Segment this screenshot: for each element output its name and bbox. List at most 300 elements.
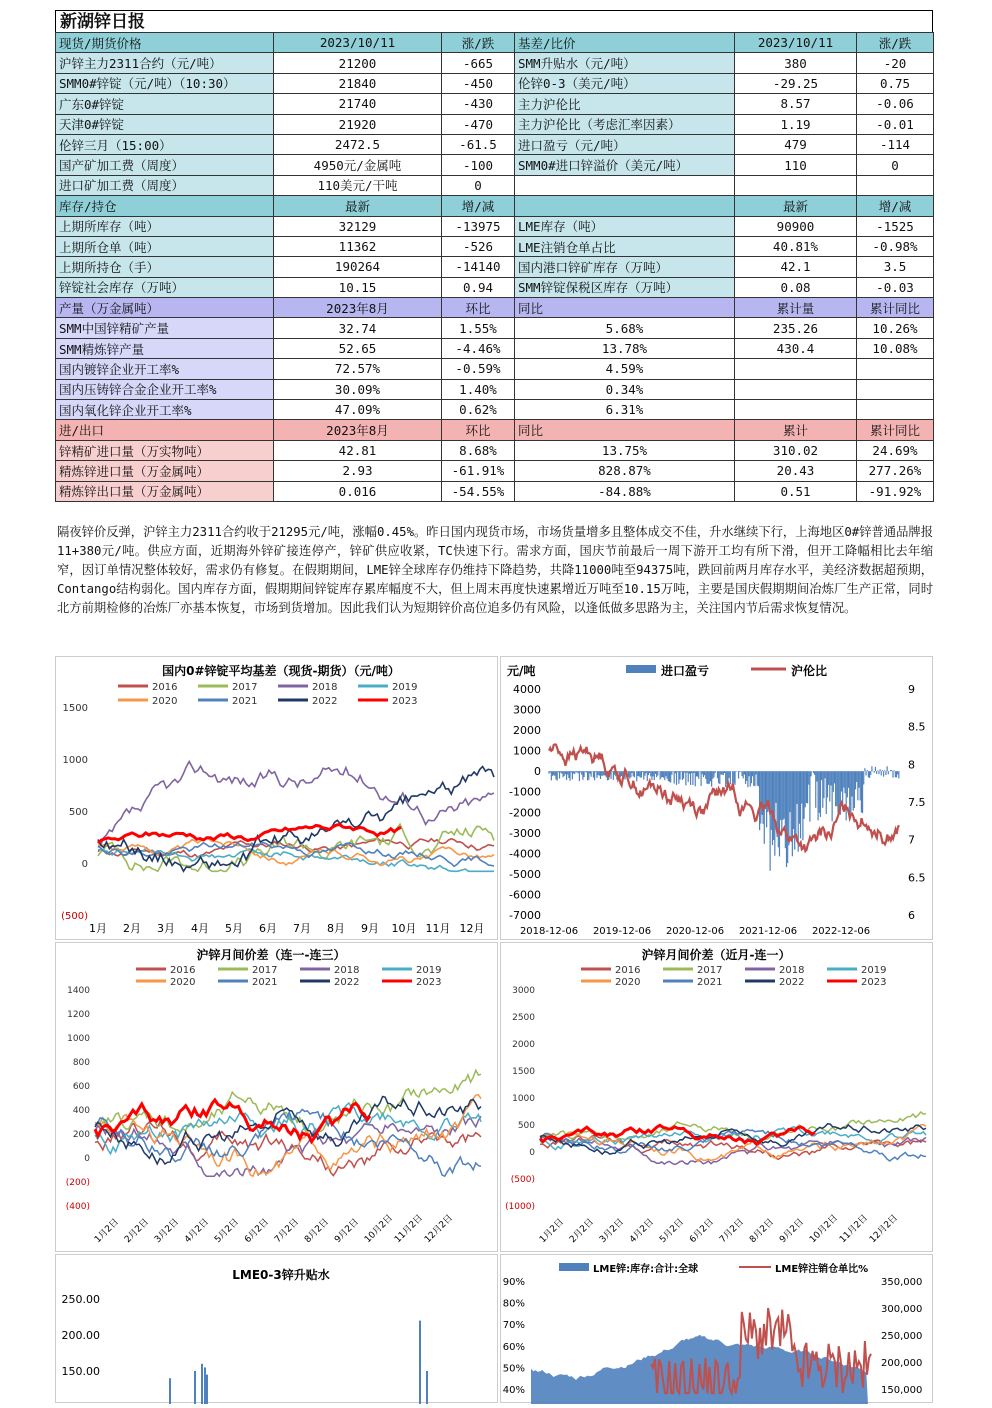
legend-label: 2019 [392,682,418,693]
y-tick-label: (400) [65,1202,90,1212]
table-cell: -0.01 [857,114,934,134]
x-tick-label: 4月2日 [628,1217,656,1246]
table-cell: 0.016 [274,481,442,501]
legend-label: 2020 [615,977,641,988]
y-tick-label: 600 [72,1082,90,1092]
legend-label: 2023 [416,977,442,988]
y-tick-label: (200) [65,1178,90,1188]
y-tick-label: 0 [534,765,541,779]
table-cell: 2.93 [274,461,442,481]
y-right-tick-label: 300,000 [881,1304,923,1315]
table-cell: 479 [735,134,857,154]
table-cell: 30.09% [274,379,442,399]
table-cell: LME注销仓单占比 [515,236,735,256]
table-cell: SMM中国锌精矿产量 [56,318,274,338]
table-cell: 828.87% [515,461,735,481]
x-tick-label: 9月2日 [778,1217,806,1246]
table-cell: 现货/期货价格 [56,33,274,53]
table-cell: 0.51 [735,481,857,501]
bar-mark [194,1371,196,1404]
legend-label: 2016 [170,965,196,976]
y-tick-label: 60% [502,1341,525,1353]
table-cell: 2472.5 [274,134,442,154]
table-cell: 累计同比 [857,420,934,440]
y-right-tick-label: 150,000 [881,1385,923,1396]
y-tick-label: 40% [502,1385,525,1396]
x-tick-label: 7月2日 [273,1217,301,1246]
report-title: 新湖锌日报 [55,10,933,32]
table-cell: 累计 [735,420,857,440]
x-tick-label: 5月2日 [658,1217,686,1246]
table-cell: -20 [857,53,934,73]
table-cell: -0.59% [442,359,515,379]
table-cell: 42.81 [274,440,442,460]
table-cell: 上期所库存（吨） [56,216,274,236]
y-tick-label: -4000 [509,847,541,861]
table-cell: 上期所持仓（手） [56,257,274,277]
table-row [56,338,934,358]
y-tick-label: -3000 [509,826,541,840]
y-tick-label: 1200 [67,1010,90,1020]
table-cell: 涨/跌 [857,33,934,53]
table-cell [735,359,857,379]
legend-label: 2022 [779,977,805,988]
x-tick-label: 1月2日 [538,1217,566,1246]
table-row [56,420,934,440]
table-cell: -0.03 [857,277,934,297]
x-tick-label: 8月2日 [303,1217,331,1246]
x-tick-label: 11月 [425,922,451,935]
legend-label: LME锌注销仓单比% [775,1264,869,1275]
y-tick-label: 150.00 [61,1365,100,1378]
y-tick-label: 1000 [513,744,541,758]
table-cell [857,379,934,399]
y-tick-label: 1500 [62,703,88,714]
table-cell: 21840 [274,73,442,93]
table-cell: 11362 [274,236,442,256]
table-row [56,73,934,93]
table-cell: 2023年8月 [274,420,442,440]
bar-mark [206,1375,208,1404]
y-tick-label: 1500 [512,1067,535,1077]
table-cell: 进/出口 [56,420,274,440]
y-tick-label: 90% [502,1277,525,1288]
y-right-tick-label: 9 [908,683,915,696]
series-line-2020 [95,1095,481,1176]
table-cell: -4.46% [442,338,515,358]
x-tick-label: 10月 [391,922,417,935]
table-row [56,53,934,73]
y-right-tick-label: 8.5 [908,720,926,734]
y-right-tick-label: 7.5 [908,796,926,809]
table-cell: 1.40% [442,379,515,399]
table-cell: 进口盈亏（元/吨） [515,134,735,154]
y-tick-label: 500 [68,807,88,818]
y-tick-label: 250.00 [61,1293,100,1306]
table-cell: -665 [442,53,515,73]
x-tick-label: 1月2日 [93,1217,121,1246]
x-tick-label: 12月2日 [868,1213,901,1246]
table-row [56,114,934,134]
table-cell: -526 [442,236,515,256]
x-tick-label: 2月2日 [123,1217,151,1246]
table-cell: -100 [442,155,515,175]
x-tick-label: 8月2日 [748,1217,776,1246]
chart-spread-13-panel [55,942,498,1252]
table-cell: 广东0#锌锭 [56,94,274,114]
table-cell: 32.74 [274,318,442,338]
table-cell: 同比 [515,420,735,440]
x-tick-label: 4月 [191,922,209,935]
y-tick-label: 2500 [512,1013,535,1023]
table-row [56,175,934,195]
table-cell: 国内镀锌企业开工率% [56,359,274,379]
legend-label: LME锌:库存:合计:全球 [593,1264,699,1275]
table-cell: -0.06 [857,94,934,114]
x-tick-label: 6月2日 [243,1217,271,1246]
x-tick-label: 4月2日 [183,1217,211,1246]
table-cell [515,196,735,216]
y-tick-label: 200.00 [61,1329,100,1342]
x-tick-label: 3月2日 [153,1217,181,1246]
table-cell: 21200 [274,53,442,73]
table-row [56,94,934,114]
y-tick-label: -2000 [509,806,541,820]
table-cell: 1.19 [735,114,857,134]
table-row [56,461,934,481]
table-row [56,33,934,53]
legend-swatch [559,1263,589,1271]
table-cell: 同比 [515,298,735,318]
table-cell: 10.08% [857,338,934,358]
x-tick-label: 8月 [327,922,345,935]
bar-mark [419,1321,421,1404]
legend-label: 进口盈亏 [661,664,710,678]
table-cell: -84.88% [515,481,735,501]
legend-label: 2023 [392,696,418,707]
chart-import-profit-panel [500,656,933,940]
table-cell: 52.65 [274,338,442,358]
table-cell: -1525 [857,216,934,236]
table-cell: -470 [442,114,515,134]
table-cell: 沪锌主力2311合约（元/吨） [56,53,274,73]
table-cell: 13.78% [515,338,735,358]
y-tick-label: 500 [517,1121,535,1131]
legend-label: 2017 [252,965,278,976]
y-tick-label: 1000 [62,755,88,766]
y-tick-label: 400 [72,1106,90,1116]
table-cell: 20.43 [735,461,857,481]
y-tick-label: 1000 [67,1034,90,1044]
table-row [56,318,934,338]
y-tick-label: 70% [502,1320,525,1332]
y-tick-label: -6000 [509,888,541,902]
table-cell: 伦锌0-3（美元/吨） [515,73,735,93]
y-right-tick-label: 8 [908,758,915,772]
table-cell: -450 [442,73,515,93]
table-cell: 430.4 [735,338,857,358]
bar-mark [204,1367,206,1404]
chart-title: 沪锌月间价差（连一-连三） [196,948,346,962]
table-cell: 1.55% [442,318,515,338]
bar-mark [426,1371,428,1404]
table-row [56,257,934,277]
legend-label: 2018 [312,682,338,693]
legend-label: 2022 [334,977,360,988]
y-right-tick-label: 7 [908,833,915,847]
legend-label: 2020 [152,696,178,707]
chart-spread-near-panel [500,942,933,1252]
table-cell: 0.34% [515,379,735,399]
table-cell: 增/减 [442,196,515,216]
x-tick-label: 2020-12-06 [665,926,725,937]
table-cell: -91.92% [857,481,934,501]
table-cell: 天津0#锌锭 [56,114,274,134]
y-tick-label: -1000 [509,785,541,799]
table-cell: SMM0#进口锌溢价（美元/吨） [515,155,735,175]
table-cell: -114 [857,134,934,154]
y-tick-label: -7000 [509,909,541,922]
bar-mark [201,1364,203,1404]
table-cell: 最新 [735,196,857,216]
table-cell: 6.31% [515,400,735,420]
table-cell: 32129 [274,216,442,236]
table-row [56,481,934,501]
y-right-tick-label: 6.5 [908,871,926,885]
table-cell: 增/减 [857,196,934,216]
x-tick-label: 2月 [123,922,141,935]
y-tick-label: 2000 [512,1040,535,1050]
y-tick-label: 200 [72,1130,90,1140]
legend-label: 2023 [861,977,887,988]
series-line-2023 [98,825,401,844]
table-row [56,359,934,379]
x-tick-label: 5月 [225,922,243,935]
x-tick-label: 9月2日 [333,1217,361,1246]
table-row [56,277,934,297]
table-cell: -61.91% [442,461,515,481]
table-row [56,134,934,154]
table-cell: 277.26% [857,461,934,481]
x-tick-label: 7月2日 [718,1217,746,1246]
import-profit-chart [501,657,932,939]
table-cell: 基差/比价 [515,33,735,53]
table-cell: 国内氧化锌企业开工率% [56,400,274,420]
table-cell: 110 [735,155,857,175]
y-right-tick-label: 200,000 [881,1358,923,1369]
table-cell: 380 [735,53,857,73]
table-cell: -29.25 [735,73,857,93]
table-cell: 环比 [442,298,515,318]
table-cell: 5.68% [515,318,735,338]
x-tick-label: 10月2日 [808,1213,841,1246]
table-cell: 40.81% [735,236,857,256]
table-cell: 锌锭社会库存（万吨） [56,277,274,297]
table-cell: 235.26 [735,318,857,338]
table-row [56,298,934,318]
chart-title: 沪锌月间价差（近月-连一） [641,948,791,962]
table-cell: 0 [857,155,934,175]
bar-mark [169,1378,171,1404]
y-axis-label: 元/吨 [507,664,536,678]
legend-label: 沪伦比 [791,664,828,678]
table-cell: 涨/跌 [442,33,515,53]
y-tick-label: 0 [529,1148,535,1158]
table-cell: 4950元/金属吨 [274,155,442,175]
commentary-paragraph: 隔夜锌价反弹，沪锌主力2311合约收于21295元/吨，涨幅0.45%。昨日国内现货市场，市场货量增多且整体成交不佳，升水继续下行，上海地区0#锌普通品牌报11+380元/吨。供应方面，近期海外锌矿接连停产，锌矿供应收紧，TC快速下行。需求方面，国庆节前最后一周下游开工均有所下滑，但开工降幅相比去年缩窄，因订单情况整体较好，需求仍有修复。在假期期间，LME锌全球库存仍维持下降趋势，共降11000吨至94375吨，跌回前两月库存水平，美经济数据超预期，Contango结构弱化。国内库存方面，假期期间锌锭库存累库幅度不大，但上周末再度快速累增近万吨至10.15万吨，主要是国庆假期期间冶炼厂生产正常，同时北方前期检修的冶炼厂亦基本恢复，市场到货增加。因此我们认为短期锌价高位追多仍有风险，以逢低做多思路为主，关注国内节后需求恢复情况。 [57,525,933,615]
x-tick-label: 7月 [293,922,311,935]
x-tick-label: 10月2日 [363,1213,396,1246]
x-tick-label: 12月 [459,922,485,935]
x-tick-label: 1月 [89,922,107,935]
y-tick-label: 4000 [513,683,541,696]
legend-label: 2016 [152,682,178,693]
table-cell: -0.98% [857,236,934,256]
table-cell: 精炼锌进口量（万金属吨） [56,461,274,481]
legend-label: 2016 [615,965,641,976]
table-cell: 2023/10/11 [735,33,857,53]
x-tick-label: 5月2日 [213,1217,241,1246]
table-cell: 24.69% [857,440,934,460]
legend-label: 2017 [232,682,258,693]
table-row [56,400,934,420]
chart-lme-stock-panel [500,1254,933,1403]
legend-label: 2020 [170,977,196,988]
table-cell: -61.5 [442,134,515,154]
table-cell: 2023年8月 [274,298,442,318]
table-cell: 310.02 [735,440,857,460]
table-cell: 上期所仓单（吨） [56,236,274,256]
table-cell: -54.55% [442,481,515,501]
y-tick-label: 2000 [513,724,541,738]
x-tick-label: 9月 [361,922,379,935]
spread-near-chart [501,943,932,1251]
table-cell: 47.09% [274,400,442,420]
table-row [56,196,934,216]
y-tick-label: 3000 [512,986,535,996]
table-cell: 国产矿加工费（周度） [56,155,274,175]
table-cell: -14140 [442,257,515,277]
y-tick-label: (500) [61,911,88,922]
x-tick-label: 2018-12-06 [519,926,579,937]
table-cell: 3.5 [857,257,934,277]
table-cell [735,400,857,420]
chart-title: 国内0#锌锭平均基差（现货-期货）（元/吨） [162,664,400,678]
x-tick-label: 2022-12-06 [811,926,871,937]
x-tick-label: 6月2日 [688,1217,716,1246]
table-cell: 13.75% [515,440,735,460]
table-cell: SMM0#锌锭（元/吨）（10:30） [56,73,274,93]
y-tick-label: 0 [81,859,88,870]
table-cell: 主力沪伦比（考虑汇率因素） [515,114,735,134]
x-tick-label: 11月2日 [838,1213,871,1246]
table-cell: 0.62% [442,400,515,420]
y-tick-label: 800 [72,1058,90,1068]
y-tick-label: 0 [84,1154,90,1164]
y-right-tick-label: 250,000 [881,1331,923,1342]
chart-title: LME0-3锌升贴水 [232,1268,330,1282]
table-row [56,155,934,175]
y-tick-label: 80% [502,1298,525,1310]
x-tick-label: 2019-12-06 [592,926,652,937]
data-table [55,32,934,502]
table-cell: 国内港口锌矿库存（万吨） [515,257,735,277]
x-tick-label: 2月2日 [568,1217,596,1246]
spread-13-chart [56,943,497,1251]
table-cell: 0.94 [442,277,515,297]
table-cell: 累计量 [735,298,857,318]
table-cell: 190264 [274,257,442,277]
table-cell: SMM锌锭保税区库存（万吨） [515,277,735,297]
table-cell: 0.75 [857,73,934,93]
x-tick-label: 11月2日 [393,1213,426,1246]
chart-lme-spread-panel [55,1254,498,1403]
table-cell [735,379,857,399]
table-cell: 72.57% [274,359,442,379]
table-cell: 进口矿加工费（周度） [56,175,274,195]
table-cell [857,400,934,420]
legend-label: 2022 [312,696,338,707]
chart-basis-panel [55,656,498,940]
x-tick-label: 2021-12-06 [738,926,798,937]
x-tick-label: 12月2日 [423,1213,456,1246]
table-cell: 产量（万金属吨） [56,298,274,318]
lme-spread-chart [56,1255,497,1404]
table-cell: 最新 [274,196,442,216]
table-cell [857,359,934,379]
table-cell: -13975 [442,216,515,236]
table-cell: 伦锌三月（15:00） [56,134,274,154]
x-tick-label: 6月 [259,922,277,935]
table-cell: 10.26% [857,318,934,338]
table-cell: 精炼锌出口量（万金属吨） [56,481,274,501]
table-cell: 国内压铸锌合金企业开工率% [56,379,274,399]
table-cell: SMM升贴水（元/吨） [515,53,735,73]
table-cell: 锌精矿进口量（万实物吨） [56,440,274,460]
table-row [56,440,934,460]
y-tick-label: 1000 [512,1094,535,1104]
legend-label: 2017 [697,965,723,976]
table-cell [515,175,735,195]
table-cell: SMM精炼锌产量 [56,338,274,358]
legend-label: 2021 [252,977,278,988]
table-cell: 0 [442,175,515,195]
table-cell: 环比 [442,420,515,440]
basis-chart [56,657,497,939]
table-cell: 110美元/干吨 [274,175,442,195]
legend-label: 2021 [697,977,723,988]
legend-swatch [626,665,656,673]
legend-label: 2019 [416,965,442,976]
table-cell: 累计同比 [857,298,934,318]
legend-label: 2019 [861,965,887,976]
table-cell: 21740 [274,94,442,114]
table-cell: 42.1 [735,257,857,277]
table-cell: -430 [442,94,515,114]
table-cell: 8.57 [735,94,857,114]
x-tick-label: 3月 [157,922,175,935]
table-row [56,216,934,236]
table-row [56,379,934,399]
table-cell: 21920 [274,114,442,134]
legend-label: 2021 [232,696,258,707]
table-cell [735,175,857,195]
y-right-tick-label: 350,000 [881,1277,923,1288]
table-cell: 0.08 [735,277,857,297]
y-tick-label: 3000 [513,703,541,717]
y-tick-label: -5000 [509,867,541,881]
table-row [56,236,934,256]
